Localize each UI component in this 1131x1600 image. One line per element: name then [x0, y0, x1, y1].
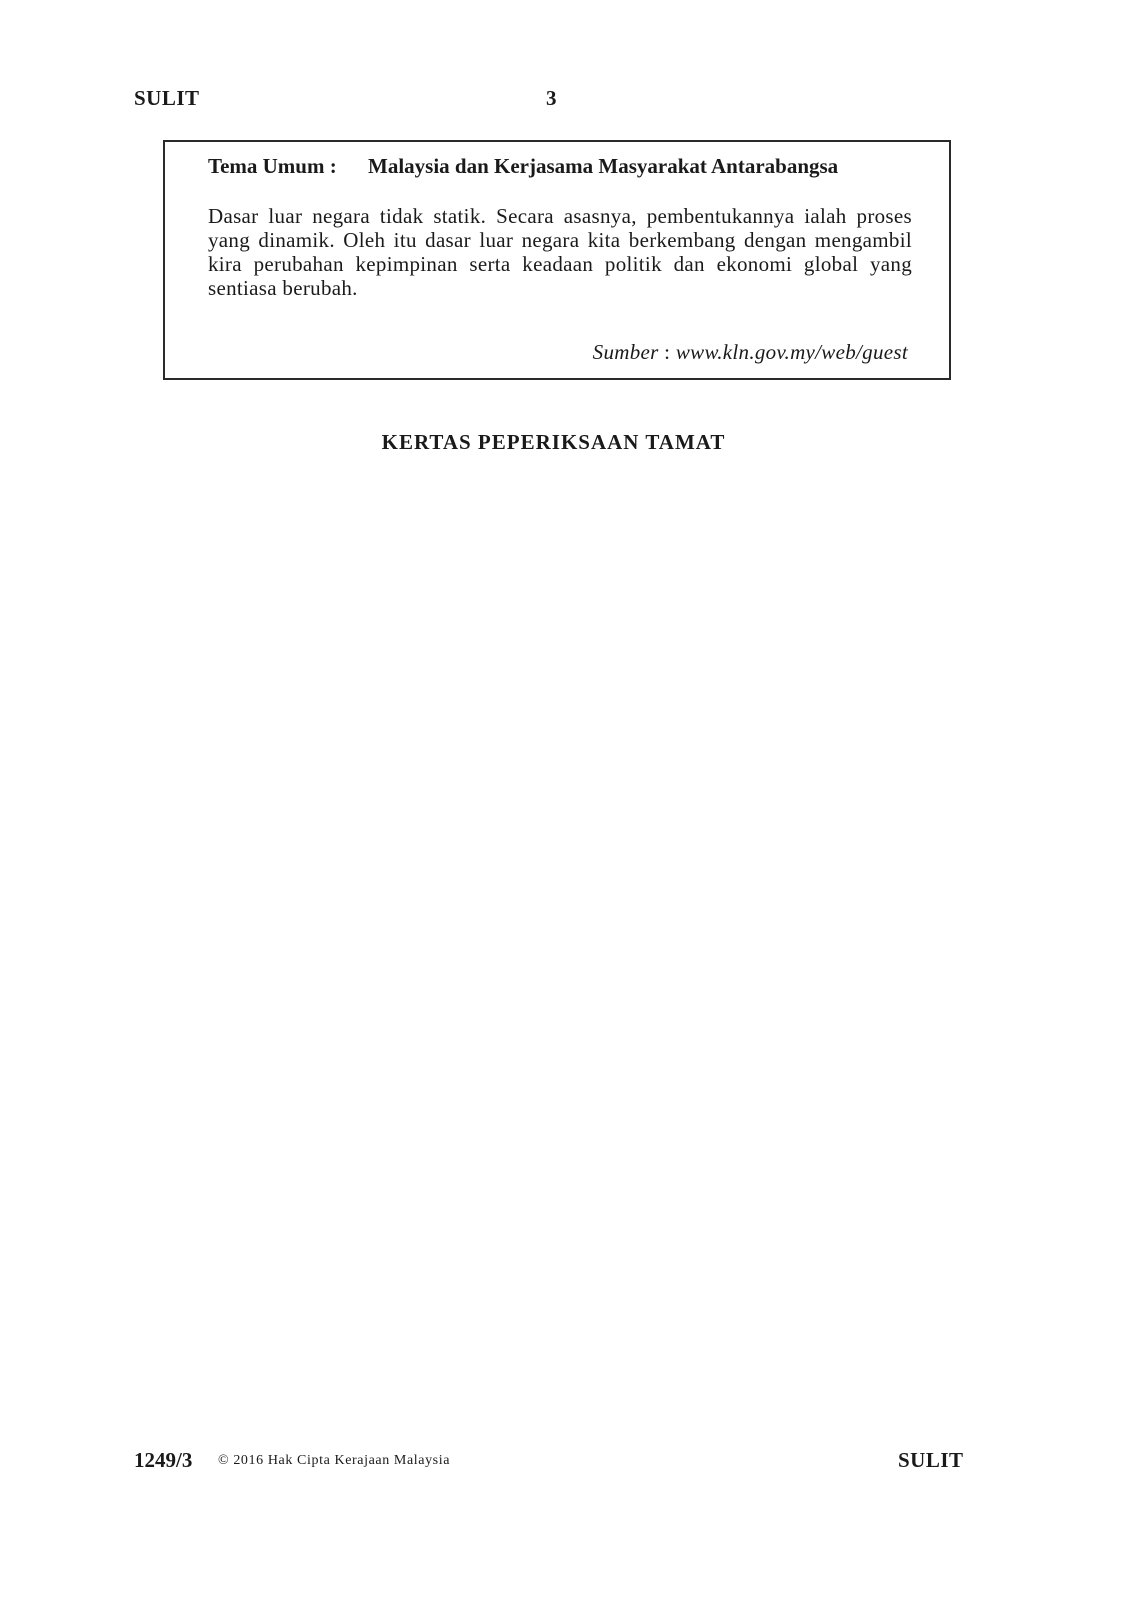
source-separator: :	[658, 340, 676, 364]
source-citation	[593, 340, 908, 365]
source-url: www.kln.gov.my/web/guest	[675, 340, 908, 364]
exam-end-title: KERTAS PEPERIKSAAN TAMAT	[381, 430, 726, 454]
header-classification-label: SULIT	[134, 86, 200, 110]
theme-label: Tema Umum :	[208, 154, 337, 178]
footer-classification-label: SULIT	[898, 1448, 964, 1472]
theme-title: Malaysia dan Kerjasama Masyarakat Antarabangsa	[368, 154, 839, 178]
theme-line	[208, 154, 838, 179]
stimulus-box	[163, 140, 951, 380]
footer-paper-code: 1249/3	[134, 1448, 193, 1472]
footer-copyright: © 2016 Hak Cipta Kerajaan Malaysia	[218, 1453, 451, 1468]
page-number: 3	[546, 86, 557, 110]
source-label: Sumber	[592, 340, 659, 364]
stimulus-passage: Dasar luar negara tidak statik. Secara asasnya, pembentukannya ialah proses yang dinamik. Oleh itu dasar luar negara kita berkembang dengan mengambil kira perubahan kepimpinan serta keadaan politik dan ekonomi global yang sentiasa berubah.	[208, 204, 912, 300]
